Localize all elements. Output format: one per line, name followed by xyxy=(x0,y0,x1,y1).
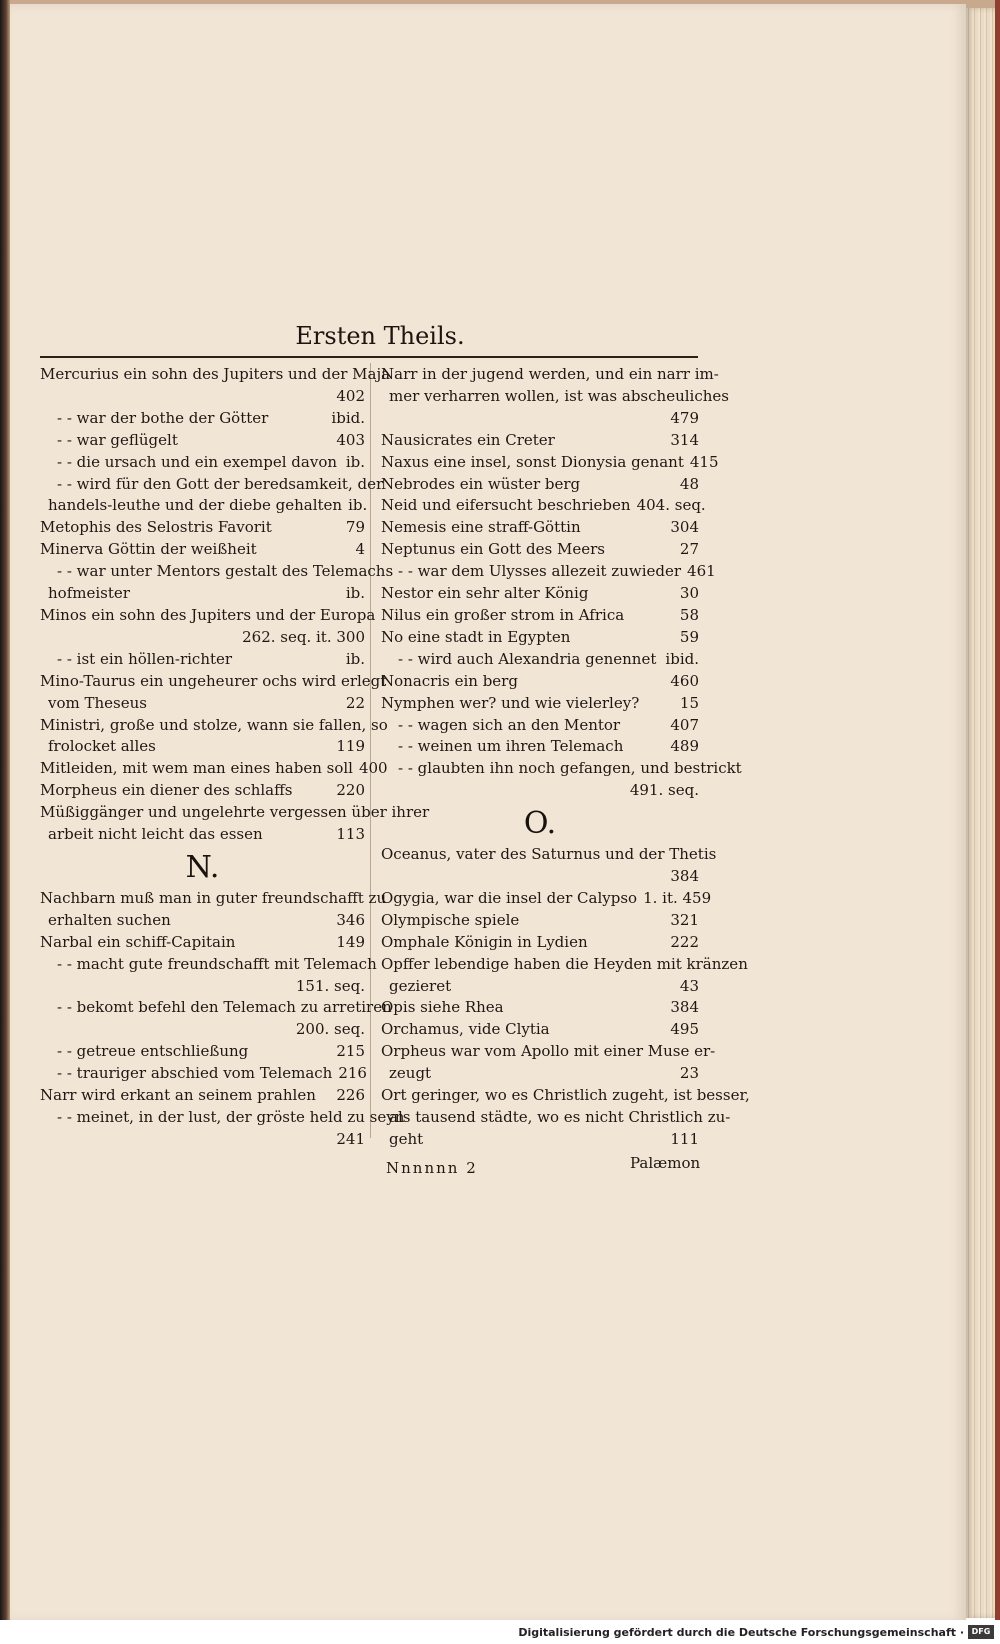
index-entry xyxy=(381,517,699,539)
page-reference: 491. seq. xyxy=(629,781,699,800)
index-entry xyxy=(381,561,716,583)
page-reference: ib. xyxy=(345,452,365,471)
index-entry xyxy=(40,364,391,408)
page-reference: 4 xyxy=(355,540,365,559)
page-reference: ibid. xyxy=(331,408,365,427)
entry-text: Nachbarn muß man in guter freundschafft zu xyxy=(40,888,387,907)
index-entry xyxy=(381,1019,699,1041)
page-reference: 461 xyxy=(687,562,716,581)
entry-text: mer verharren wollen, ist was abscheuliches xyxy=(389,386,729,405)
catchword: Palæmon xyxy=(630,1154,701,1172)
entry-text: Naxus eine insel, sonst Dionysia genant xyxy=(381,452,684,471)
index-entry xyxy=(40,888,387,932)
index-entry xyxy=(381,997,699,1019)
digitization-credit: Digitalisierung gefördert durch die Deutsche Forschungsgemeinschaft · xyxy=(518,1626,964,1639)
index-entry xyxy=(40,802,430,846)
index-entry xyxy=(381,539,699,561)
index-entry xyxy=(381,693,699,715)
index-entry xyxy=(381,474,699,496)
entry-text: frolocket alles xyxy=(48,737,156,756)
index-entry xyxy=(381,583,699,605)
page-reference: 403 xyxy=(336,430,365,449)
index-entry xyxy=(40,758,388,780)
entry-text: als tausend städte, wo es nicht Christlich zu- xyxy=(389,1108,731,1126)
entry-text: - - ist ein höllen-richter xyxy=(57,649,233,668)
page-reference: 79 xyxy=(345,518,365,537)
index-entry xyxy=(381,1041,716,1085)
page-reference: 15 xyxy=(679,693,699,712)
index-entry xyxy=(381,758,742,802)
page-reference: 23 xyxy=(679,1064,699,1083)
page-reference: 407 xyxy=(670,715,699,734)
page-reference: 1. it. 459 xyxy=(643,888,712,907)
page-reference: 495 xyxy=(670,1020,699,1039)
entry-text: - - glaubten ihn noch gefangen, und bestrickt xyxy=(398,759,742,778)
index-entry xyxy=(381,910,699,932)
page-reference: ib. xyxy=(345,584,365,603)
entry-text: Metophis des Selostris Favorit xyxy=(40,518,272,537)
page-reference: ibid. xyxy=(665,649,699,668)
entry-text: Ort geringer, wo es Christlich zugeht, ist besser, xyxy=(381,1086,750,1105)
entry-text: hofmeister xyxy=(48,584,130,603)
index-entry xyxy=(40,997,392,1041)
entry-text: - - macht gute freundschafft mit Telemach xyxy=(57,954,377,973)
head-rule xyxy=(40,356,698,358)
entry-text: Nebrodes ein wüster berg xyxy=(381,474,581,493)
entry-text: Narr wird erkant an seinem prahlen xyxy=(40,1086,316,1105)
index-entry xyxy=(40,1085,365,1107)
entry-text: Minerva Göttin der weißheit xyxy=(40,540,257,559)
page-reference: 479 xyxy=(670,408,699,427)
entry-text: - - wird auch Alexandria genennet xyxy=(398,649,657,668)
entry-text: Nestor ein sehr alter König xyxy=(381,584,589,603)
page-reference: 384 xyxy=(670,998,699,1017)
page-reference: 58 xyxy=(679,605,699,624)
dfg-logo: DFG xyxy=(968,1625,994,1639)
index-entry xyxy=(40,452,365,474)
page-reference: 346 xyxy=(336,910,365,929)
entry-text: Nausicrates ein Creter xyxy=(381,430,555,449)
entry-text: geht xyxy=(389,1129,424,1148)
entry-text: Morpheus ein diener des schlaffs xyxy=(40,781,293,800)
section-letter-n: N. xyxy=(185,849,220,885)
page-reference: 262. seq. it. 300 xyxy=(242,627,365,646)
page-reference: 43 xyxy=(679,976,699,995)
page-reference: 22 xyxy=(345,693,365,712)
entry-text: - - die ursach und ein exempel davon xyxy=(57,452,338,471)
page-reference: 314 xyxy=(670,430,699,449)
entry-text: - - wagen sich an den Mentor xyxy=(398,715,621,734)
cover-edge xyxy=(995,0,1000,1620)
entry-text: Opffer lebendige haben die Heyden mit kränzen xyxy=(381,954,748,973)
entry-text: - - getreue entschließung xyxy=(57,1042,249,1061)
page-reference: 48 xyxy=(679,474,699,493)
entry-text: - - bekomt befehl den Telemach zu arretiren xyxy=(57,998,392,1017)
signature-mark: Nnnnnn 2 xyxy=(386,1159,478,1177)
running-head: Ersten Theils. xyxy=(295,322,465,350)
entries-n xyxy=(40,888,405,1151)
page-reference: 321 xyxy=(670,910,699,929)
index-entry xyxy=(381,1085,750,1151)
page-reference: 113 xyxy=(336,825,365,844)
entry-text: erhalten suchen xyxy=(48,910,171,929)
entry-text: Nonacris ein berg xyxy=(381,671,518,690)
entry-text: Nilus ein großer strom in Africa xyxy=(381,605,625,624)
entry-text: - - meinet, in der lust, der gröste held zu seyn xyxy=(57,1108,405,1126)
entry-text: handels-leuthe und der diebe gehalten xyxy=(48,496,343,515)
index-entry xyxy=(381,430,699,452)
page-reference: 27 xyxy=(679,540,699,559)
page-reference: 241 xyxy=(336,1129,365,1148)
entry-text: - - war unter Mentors gestalt des Telemachs xyxy=(57,562,394,581)
index-entry xyxy=(40,954,377,998)
page-reference: 402 xyxy=(336,386,365,405)
index-entry xyxy=(381,888,712,910)
entry-text: zeugt xyxy=(389,1064,432,1083)
entry-text: Narr in der jugend werden, und ein narr im- xyxy=(381,365,719,383)
page-reference: 460 xyxy=(670,671,699,690)
entry-text: Nymphen wer? und wie vielerley? xyxy=(381,693,640,712)
page-reference: 400 xyxy=(358,759,388,778)
page-reference: 215 xyxy=(336,1042,365,1061)
page-reference: 222 xyxy=(670,932,699,951)
index-entry xyxy=(40,671,387,715)
page-reference: 200. seq. xyxy=(295,1020,365,1039)
entry-text: Ogygia, war die insel der Calypso xyxy=(381,888,638,907)
index-column-right xyxy=(381,364,750,1151)
page-reference: 384 xyxy=(670,867,699,886)
index-entry xyxy=(40,715,388,759)
index-entry xyxy=(40,517,365,539)
entry-text: vom Theseus xyxy=(48,693,147,712)
index-entry xyxy=(381,627,699,649)
page-reference: 216 xyxy=(338,1064,367,1083)
index-entry xyxy=(381,844,717,888)
page-reference: 149 xyxy=(336,932,365,951)
entry-text: Mino-Taurus ein ungeheurer ochs wird erlegt xyxy=(40,671,387,690)
entry-text: - - wird für den Gott der beredsamkeit, der xyxy=(57,474,384,493)
index-entry xyxy=(40,1107,405,1151)
entries-m xyxy=(40,364,430,846)
index-entry xyxy=(381,715,699,737)
entry-text: Omphale Königin in Lydien xyxy=(381,932,588,951)
page-reference: ib. xyxy=(345,649,365,668)
entry-text: gezieret xyxy=(389,976,452,995)
page-reference: 404. seq. xyxy=(636,496,706,515)
entry-text: Mercurius ein sohn des Jupiters und der Maja xyxy=(40,365,391,383)
index-entry xyxy=(40,561,394,605)
index-entry xyxy=(381,605,699,627)
index-entry xyxy=(381,954,748,998)
entry-text: Mitleiden, mit wem man eines haben soll xyxy=(40,759,353,778)
page-reference: 30 xyxy=(679,584,699,603)
page-reference: 220 xyxy=(336,781,365,800)
entry-text: No eine stadt in Egypten xyxy=(381,627,571,646)
entry-text: Müßiggänger und ungelehrte vergessen über ihrer xyxy=(40,803,430,822)
entry-text: arbeit nicht leicht das essen xyxy=(48,825,263,844)
index-entry xyxy=(381,932,699,954)
page-reference: 226 xyxy=(336,1086,365,1105)
entry-text: Ministri, große und stolze, wann sie fallen, so xyxy=(40,715,388,734)
index-entry xyxy=(381,736,699,758)
entry-text: Neptunus ein Gott des Meers xyxy=(381,540,605,559)
index-entry xyxy=(381,364,729,430)
entry-text: Orpheus war vom Apollo mit einer Muse er- xyxy=(381,1042,716,1061)
index-entry xyxy=(40,1041,365,1063)
index-entry xyxy=(381,495,706,517)
page-reference: 59 xyxy=(679,627,699,646)
index-entry xyxy=(40,780,365,802)
section-letter-o: O. xyxy=(523,806,557,842)
entry-text: Oceanus, vater des Saturnus und der Thetis xyxy=(381,845,717,864)
page-reference: 489 xyxy=(670,737,699,756)
entry-text: - - war geflügelt xyxy=(57,430,178,449)
page-reference: ib. xyxy=(348,496,368,515)
entries-n-continued xyxy=(381,364,742,802)
entries-o xyxy=(381,844,750,1151)
entry-text: Nemesis eine straff-Göttin xyxy=(381,518,581,537)
entry-text: - - war dem Ulysses allezeit zuwieder xyxy=(398,562,682,581)
index-entry xyxy=(40,430,365,452)
index-entry xyxy=(381,452,719,474)
entry-text: Olympische spiele xyxy=(381,910,520,929)
page-reference: 119 xyxy=(336,737,365,756)
index-entry xyxy=(381,671,699,693)
entry-text: - - weinen um ihren Telemach xyxy=(398,737,624,756)
entry-text: Opis siehe Rhea xyxy=(381,998,504,1017)
page-reference: 304 xyxy=(670,518,699,537)
page-reference: 415 xyxy=(689,452,719,471)
entry-text: - - war der bothe der Götter xyxy=(57,408,269,427)
page-reference: 151. seq. xyxy=(295,976,365,995)
index-entry xyxy=(40,605,376,649)
entry-text: Orchamus, vide Clytia xyxy=(381,1020,550,1039)
index-entry xyxy=(40,649,365,671)
entry-text: Neid und eifersucht beschrieben xyxy=(381,496,631,515)
book-binding xyxy=(0,0,10,1620)
entry-text: Minos ein sohn des Jupiters und der Europa xyxy=(40,605,376,624)
index-entry xyxy=(40,539,365,561)
index-entry xyxy=(381,649,699,671)
index-entry xyxy=(40,932,365,954)
index-entry xyxy=(40,408,365,430)
index-entry xyxy=(40,1063,365,1085)
page-reference: 111 xyxy=(670,1129,699,1148)
entry-text: - - trauriger abschied vom Telemach xyxy=(57,1064,333,1083)
entry-text: Narbal ein schiff-Capitain xyxy=(40,932,236,951)
index-entry xyxy=(40,474,384,518)
